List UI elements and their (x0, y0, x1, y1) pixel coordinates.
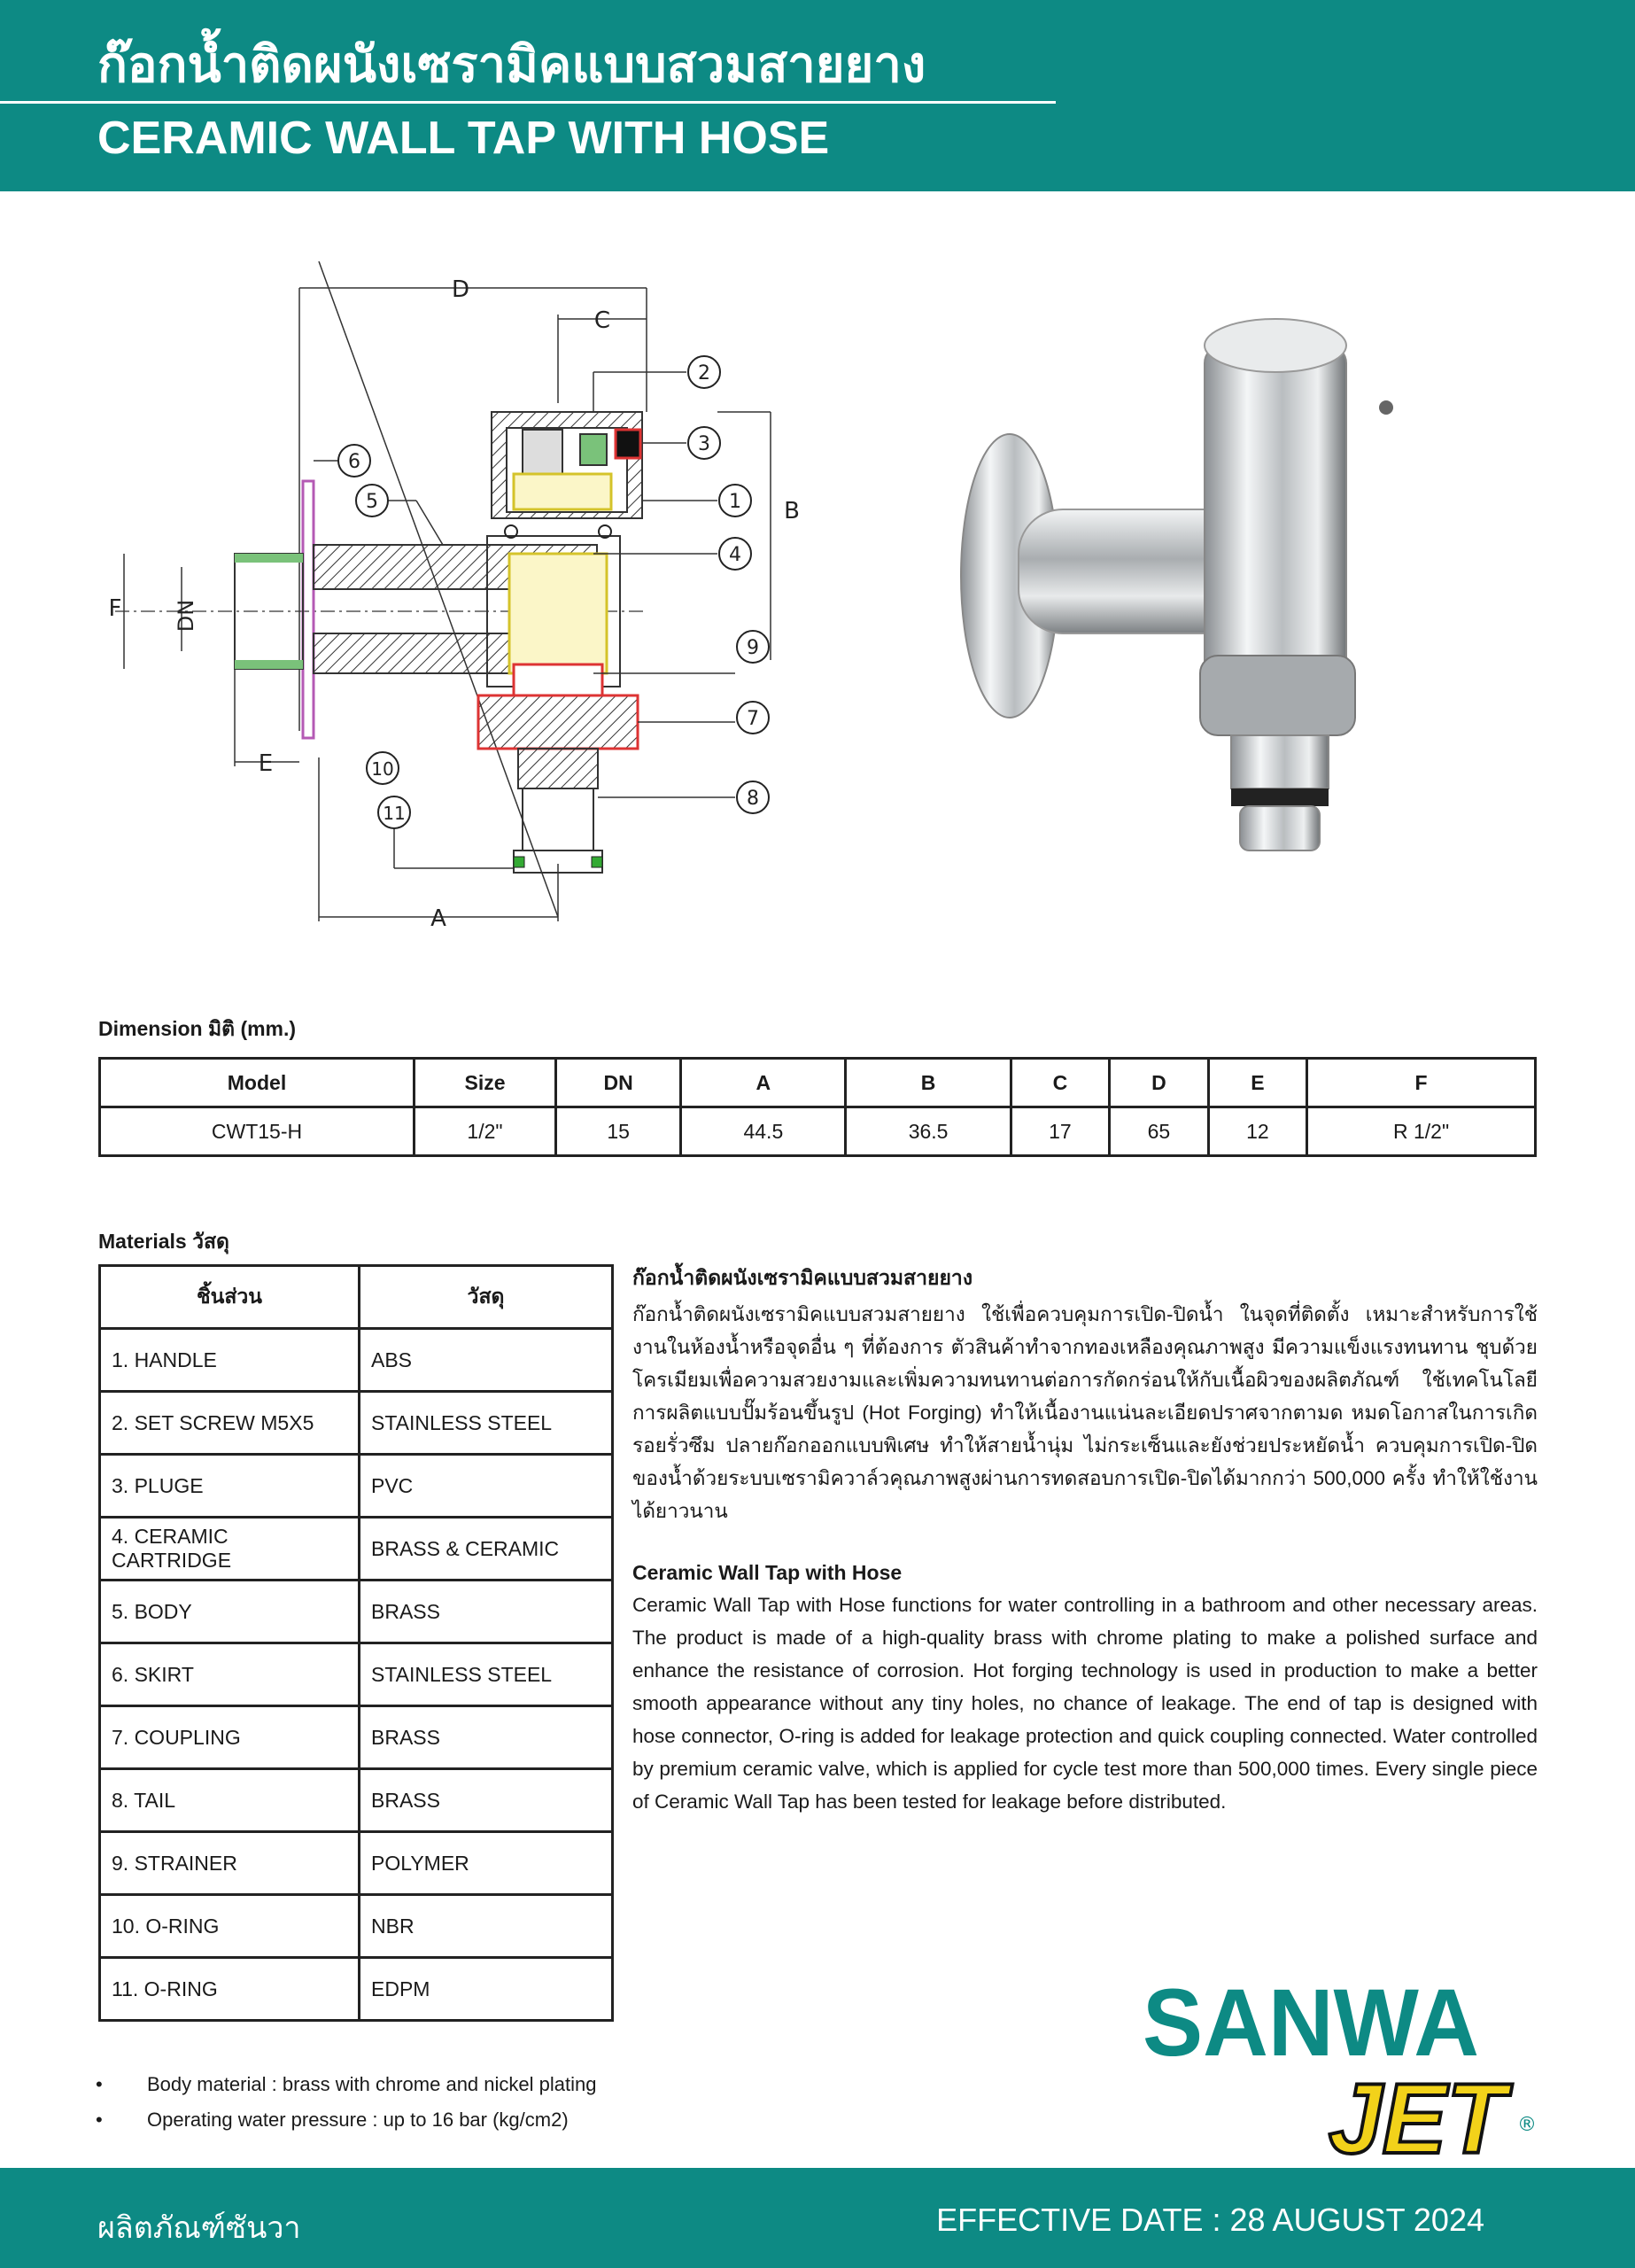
logo-sanwa-text: SANWA (1143, 1971, 1479, 2076)
col-c: C (1011, 1059, 1109, 1107)
table-row (100, 1392, 613, 1455)
part-cell: 3. PLUGE (100, 1455, 360, 1518)
cell-d: 65 (1110, 1107, 1208, 1156)
materials-header-row (100, 1266, 613, 1329)
cell-a: 44.5 (681, 1107, 846, 1156)
material-cell: PVC (360, 1455, 613, 1518)
callout-4: 4 (729, 544, 741, 566)
col-e: E (1208, 1059, 1306, 1107)
material-cell: BRASS (360, 1706, 613, 1769)
dim-label-d: D (451, 276, 470, 303)
title-english: CERAMIC WALL TAP WITH HOSE (97, 113, 830, 164)
material-cell: POLYMER (360, 1832, 613, 1895)
footer-brand-text: ผลิตภัณฑ์ซันวา (97, 2210, 301, 2246)
callout-2: 2 (698, 362, 710, 384)
table-row (100, 1518, 613, 1581)
note-text: Operating water pressure : up to 16 bar (kg/cm2) (147, 2109, 569, 2131)
logo-jet-text: JET (1329, 2063, 1514, 2166)
title-divider (0, 101, 1056, 104)
callout-1: 1 (729, 491, 741, 513)
description-english-body: Ceramic Wall Tap with Hose functions for water controlling in a bathroom and other necessary areas. The product is made of a high-quality brass with chrome plating to make a polished surface and enhance the resistance of corrosion. Hot forging technology is used in production to make a better smooth appearance without any tiny holes, no chance of leakage. The end of tap is designed with hose connector, O-ring is added for leakage protection and quick coupling connected. Water controlled by premium ceramic valve, which is applied for cycle test more than 500,000 times. Every single piece of Ceramic Wall Tap has been tested for leakage before distributed. (632, 1594, 1538, 1813)
callout-11: 11 (383, 803, 406, 824)
material-cell: EDPM (360, 1958, 613, 2021)
title-thai: ก๊อกน้ำติดผนังเซรามิคแบบสวมสายยาง (97, 36, 926, 94)
cell-f: R 1/2" (1307, 1107, 1536, 1156)
dimension-table (98, 1057, 1537, 1157)
cell-e: 12 (1208, 1107, 1306, 1156)
col-part: ชิ้นส่วน (100, 1266, 360, 1329)
table-row (100, 1769, 613, 1832)
cell-c: 17 (1011, 1107, 1109, 1156)
part-cell: 11. O-RING (100, 1958, 360, 2021)
table-row (100, 1832, 613, 1895)
callout-10: 10 (371, 758, 394, 780)
material-cell: ABS (360, 1329, 613, 1392)
dim-label-f: F (108, 595, 122, 622)
description-english-title: Ceramic Wall Tap with Hose (632, 1561, 903, 1584)
description-thai (632, 1262, 1538, 1527)
part-cell: 9. STRAINER (100, 1832, 360, 1895)
effective-date: EFFECTIVE DATE : 28 AUGUST 2024 (936, 2202, 1484, 2238)
sanwa-jet-logo (1138, 1971, 1546, 2166)
dim-label-c: C (593, 307, 611, 334)
part-cell: 8. TAIL (100, 1769, 360, 1832)
material-cell: STAINLESS STEEL (360, 1643, 613, 1706)
table-row (100, 1958, 613, 2021)
technical-diagram (97, 261, 806, 952)
dimension-label: Dimension มิติ (mm.) (98, 1017, 297, 1040)
col-size: Size (415, 1059, 556, 1107)
dimension-data-row (100, 1107, 1536, 1156)
table-row (100, 1581, 613, 1643)
table-row (100, 1455, 613, 1518)
part-cell: 1. HANDLE (100, 1329, 360, 1392)
material-cell: NBR (360, 1895, 613, 1958)
dim-label-e: E (258, 750, 274, 777)
col-f: F (1307, 1059, 1536, 1107)
description-thai-body: ก๊อกน้ำติดผนังเซรามิคแบบสวมสายยาง ใช้เพื่อควบคุมการเปิด-ปิดน้ำ ในจุดที่ติดตั้ง เหมาะสำหรับการใช้งานในห้องน้ำหรือจุดอื่น ๆ ที่ต้องการ ตัวสินค้าทำจากทองเหลืองคุณภาพสูง มีความแข็งแรงทนทาน ชุบด้วยโครเมียมเพื่อความสวยงามและเพิ่มความทนทานต่อการกัดกร่อนให้กับเนื้อผิวของผลิตภัณฑ์ ใช้เทคโนโลยีการผลิตแบบปั๊มร้อนขึ้นรูป (Hot Forging) ทำให้เนื้องานแน่นละเอียดปราศจากตามด หมดโอกาสในการเกิดรอยรั่วซึม ปลายก๊อกออกแบบพิเศษ ทำให้สายน้ำนุ่ม ไม่กระเซ็นและยังช่วยประหยัดน้ำ ควบคุมการเปิด-ปิดของน้ำด้วยระบบเซรามิควาล์วคุณภาพสูงผ่านการทดสอบการเปิด-ปิดได้มากกว่า 500,000 ครั้ง ทำให้ใช้งานได้ยาวนาน (632, 1303, 1538, 1522)
dimension-header-row (100, 1059, 1536, 1107)
part-cell: 4. CERAMIC CARTRIDGE (100, 1518, 360, 1581)
materials-label: Materials วัสดุ (98, 1230, 229, 1253)
callout-3: 3 (698, 433, 710, 455)
part-cell: 10. O-RING (100, 1895, 360, 1958)
material-cell: BRASS (360, 1769, 613, 1832)
bullet-icon: • (96, 2109, 103, 2131)
col-material: วัสดุ (360, 1266, 613, 1329)
cell-model: CWT15-H (100, 1107, 415, 1156)
bullet-icon: • (96, 2073, 103, 2095)
description-thai-title: ก๊อกน้ำติดผนังเซรามิคแบบสวมสายยาง (632, 1266, 973, 1289)
logo-registered-mark: ® (1517, 2114, 1537, 2136)
col-b: B (846, 1059, 1011, 1107)
dim-label-b: B (784, 498, 800, 524)
table-row (100, 1329, 613, 1392)
material-cell: BRASS & CERAMIC (360, 1518, 613, 1581)
cell-size: 1/2" (415, 1107, 556, 1156)
material-cell: BRASS (360, 1581, 613, 1643)
materials-table (98, 1264, 614, 2022)
part-cell: 6. SKIRT (100, 1643, 360, 1706)
table-row (100, 1895, 613, 1958)
col-dn: DN (556, 1059, 681, 1107)
part-cell: 7. COUPLING (100, 1706, 360, 1769)
product-photo (939, 310, 1470, 913)
note-text: Body material : brass with chrome and nickel plating (147, 2073, 597, 2095)
callout-8: 8 (747, 788, 759, 810)
dim-label-dn: DN (174, 599, 198, 633)
callout-5: 5 (366, 491, 378, 513)
callout-7: 7 (747, 708, 759, 730)
material-cell: STAINLESS STEEL (360, 1392, 613, 1455)
callout-6: 6 (348, 451, 360, 473)
header-banner (0, 0, 1635, 191)
cell-dn: 15 (556, 1107, 681, 1156)
dim-label-a: A (430, 905, 446, 932)
col-a: A (681, 1059, 846, 1107)
col-model: Model (100, 1059, 415, 1107)
col-d: D (1110, 1059, 1208, 1107)
part-cell: 5. BODY (100, 1581, 360, 1643)
part-cell: 2. SET SCREW M5X5 (100, 1392, 360, 1455)
footer-banner (0, 2168, 1635, 2268)
cell-b: 36.5 (846, 1107, 1011, 1156)
table-row (100, 1643, 613, 1706)
description-english (632, 1561, 1538, 1818)
table-row (100, 1706, 613, 1769)
callout-9: 9 (747, 637, 759, 659)
